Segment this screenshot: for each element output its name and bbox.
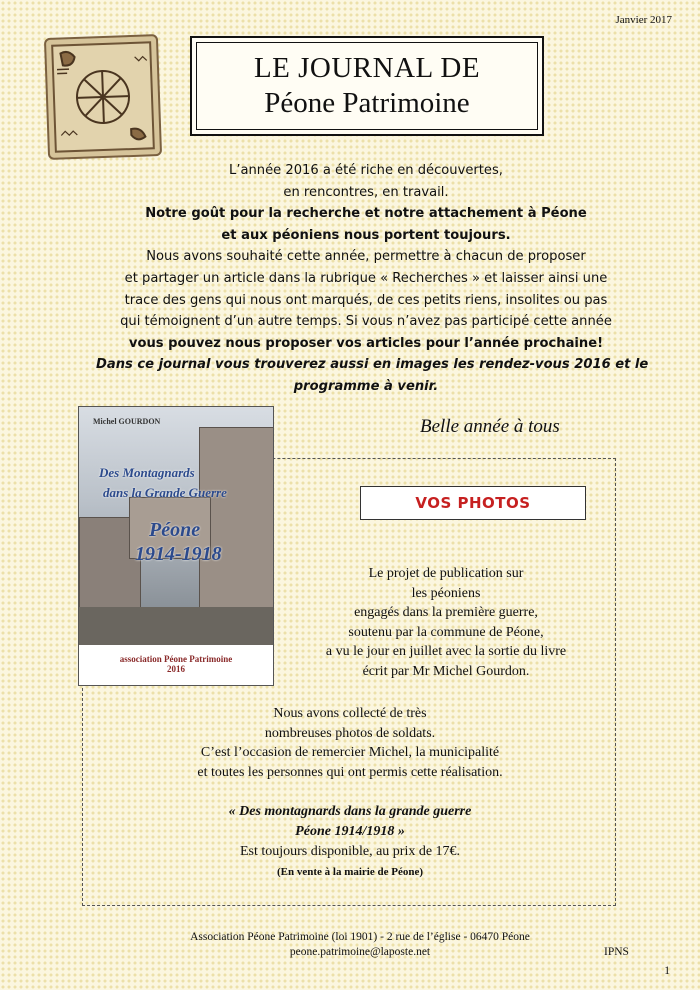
intro-line: et partager un article dans la rubrique « Recherches » et laisser ainsi une	[124, 270, 608, 286]
project-line: Le projet de publication sur	[368, 566, 524, 581]
book-title-line2: Péone 1914/1918 »	[295, 824, 405, 839]
greeting: Belle année à tous	[420, 416, 560, 437]
cover-footer	[79, 645, 273, 685]
project-paragraph	[286, 564, 606, 681]
journal-title-line2: Péone Patrimoine	[264, 87, 470, 119]
intro-line: L’année 2016 a été riche en découvertes,	[229, 163, 503, 178]
collect-line: C’est l’occasion de remercier Michel, la municipalité	[200, 745, 500, 760]
footer-email: peone.patrimoine@laposte.net	[289, 946, 431, 958]
project-line: les péoniens	[411, 585, 481, 601]
footer-address: Association Péone Patrimoine (loi 1901) - 2 rue de l’église - 06470 Péone	[190, 931, 530, 943]
footer-ipns: IPNS	[604, 946, 629, 958]
intro-line: et aux péoniens nous portent toujours.	[221, 227, 511, 243]
intro-line: trace des gens qui nous ont marqués, de ces petits riens, insolites ou pas	[124, 292, 608, 308]
collect-paragraph	[130, 704, 570, 782]
intro-paragraph	[96, 160, 649, 398]
book-title-line1: « Des montagnards dans la grande guerre	[228, 804, 472, 819]
book-advert	[130, 802, 570, 882]
book-sale-note: (En vente à la mairie de Péone)	[276, 866, 424, 878]
intro-line: qui témoignent d’un autre temps. Si vous n’avez pas participé cette année	[120, 314, 612, 330]
page-number: 1	[664, 965, 670, 977]
issue-date: Janvier 2017	[615, 14, 672, 26]
cover-title-line4: 1914-1918	[135, 543, 222, 565]
vos-photos-heading: VOS PHOTOS	[360, 486, 586, 520]
book-cover-image	[78, 406, 274, 686]
intro-line: programme à venir.	[293, 378, 439, 394]
cover-title-line1: Des Montagnards	[99, 465, 195, 480]
project-line: écrit par Mr Michel Gourdon.	[362, 663, 530, 679]
cover-year: 2016	[167, 664, 185, 674]
project-line: a vu le jour en juillet avec la sortie du livre	[325, 644, 567, 659]
intro-line: Notre goût pour la recherche et notre attachement à Péone	[145, 206, 587, 222]
logo-emblem-icon	[46, 36, 160, 158]
collect-line: Nous avons collecté de très	[273, 706, 427, 721]
cover-title-line2: dans la Grande Guerre	[103, 485, 227, 500]
intro-line: vous pouvez nous proposer vos articles pour l’année prochaine!	[128, 335, 604, 351]
association-logo	[44, 34, 162, 160]
book-availability: Est toujours disponible, au prix de 17€.	[239, 844, 461, 859]
cover-title-line3: Péone	[149, 519, 201, 541]
journal-title-box	[190, 36, 544, 136]
collect-line: nombreuses photos de soldats.	[264, 725, 436, 741]
intro-line: en rencontres, en travail.	[283, 184, 449, 200]
cover-author: Michel GOURDON	[93, 417, 161, 426]
collect-line: et toutes les personnes qui ont permis cette réalisation.	[197, 764, 503, 780]
intro-line: Dans ce journal vous trouverez aussi en images les rendez-vous 2016 et le	[96, 357, 649, 373]
project-line: engagés dans la première guerre,	[354, 605, 538, 620]
cover-street	[79, 607, 273, 647]
intro-line: Nous avons souhaité cette année, permettre à chacun de proposer	[146, 249, 586, 265]
project-line: soutenu par la commune de Péone,	[348, 624, 544, 640]
cover-publisher: association Péone Patrimoine	[119, 654, 233, 664]
journal-title-line1: LE JOURNAL DE	[253, 52, 481, 84]
